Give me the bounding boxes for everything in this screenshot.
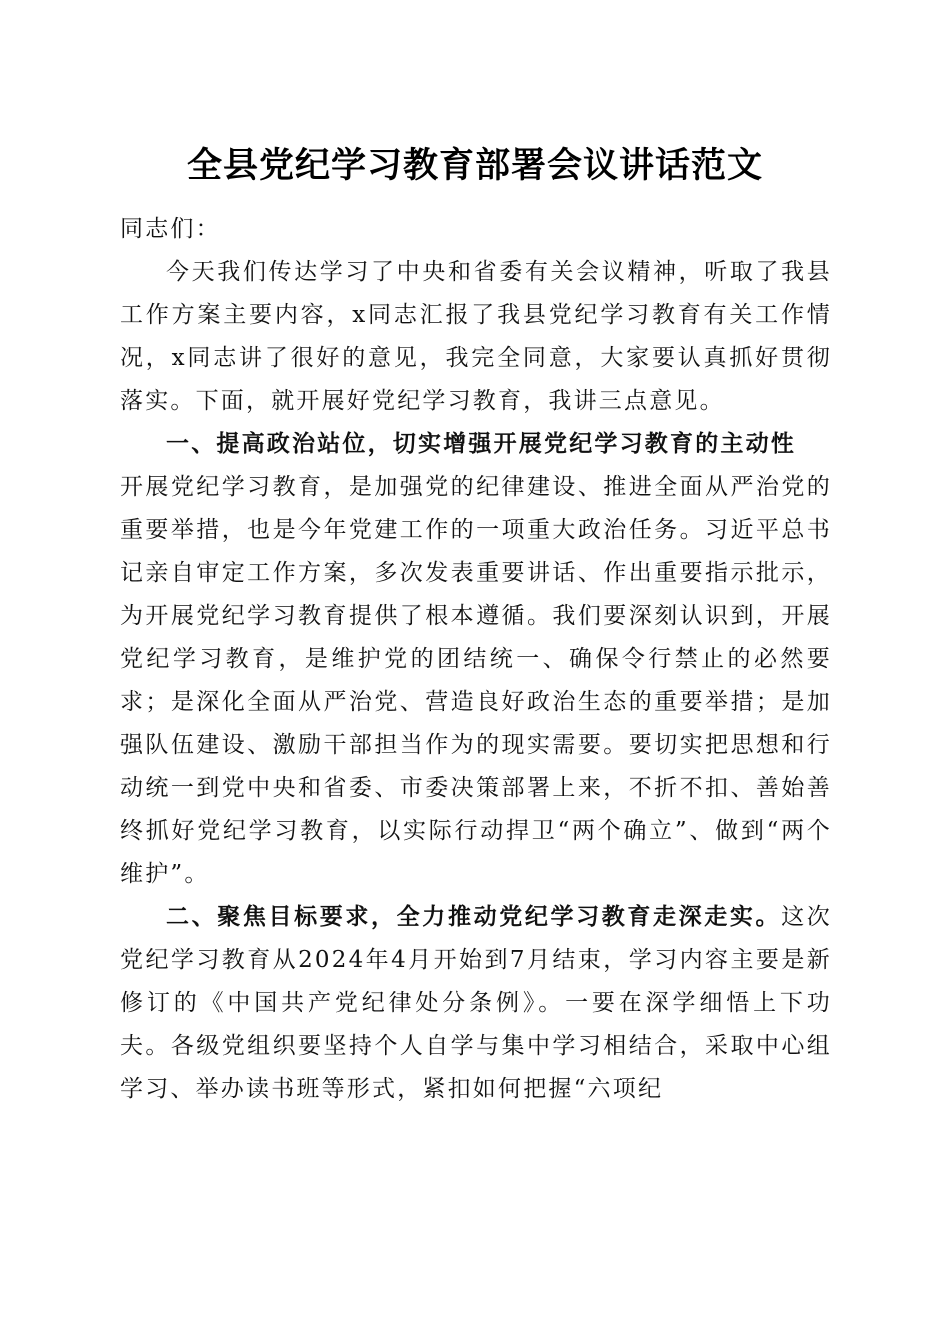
section-2-heading: 二、聚焦目标要求，全力推动党纪学习教育走深走实。 — [166, 904, 782, 930]
section-2-body: 这次党纪学习教育从2024年4月开始到7月结束，学习内容主要是新修订的《中国共产党纪律处分条例》。一要在深学细悟上下功夫。各级党组织要坚持个人自学与集中学习相结合，采取中心组学习、举办读书班等形式，紧扣如何把握“六项纪 — [120, 904, 832, 1102]
section-2-paragraph — [120, 896, 832, 1111]
section-1-paragraph: 开展党纪学习教育，是加强党的纪律建设、推进全面从严治党的重要举措，也是今年党建工作的一项重大政治任务。习近平总书记亲自审定工作方案，多次发表重要讲话、作出重要指示批示，为开展党纪学习教育提供了根本遵循。我们要深刻认识到，开展党纪学习教育，是维护党的团结统一、确保令行禁止的必然要求；是深化全面从严治党、营造良好政治生态的重要举措；是加强队伍建设、激励干部担当作为的现实需要。要切实把思想和行动统一到党中央和省委、市委决策部署上来，不折不扣、善始善终抓好党纪学习教育，以实际行动捍卫“两个确立”、做到“两个维护”。 — [120, 474, 832, 887]
section-1-heading: 一、提高政治站位，切实增强开展党纪学习教育的主动性 — [166, 431, 796, 457]
greeting: 同志们： — [120, 216, 221, 242]
document-body — [120, 208, 832, 1111]
intro-paragraph: 今天我们传达学习了中央和省委有关会议精神，听取了我县工作方案主要内容，x同志汇报了我县党纪学习教育有关工作情况，x同志讲了很好的意见，我完全同意，大家要认真抓好贯彻落实。下面，就开展好党纪学习教育，我讲三点意见。 — [120, 259, 832, 414]
document-title: 全县党纪学习教育部署会议讲话范文 — [186, 145, 763, 186]
